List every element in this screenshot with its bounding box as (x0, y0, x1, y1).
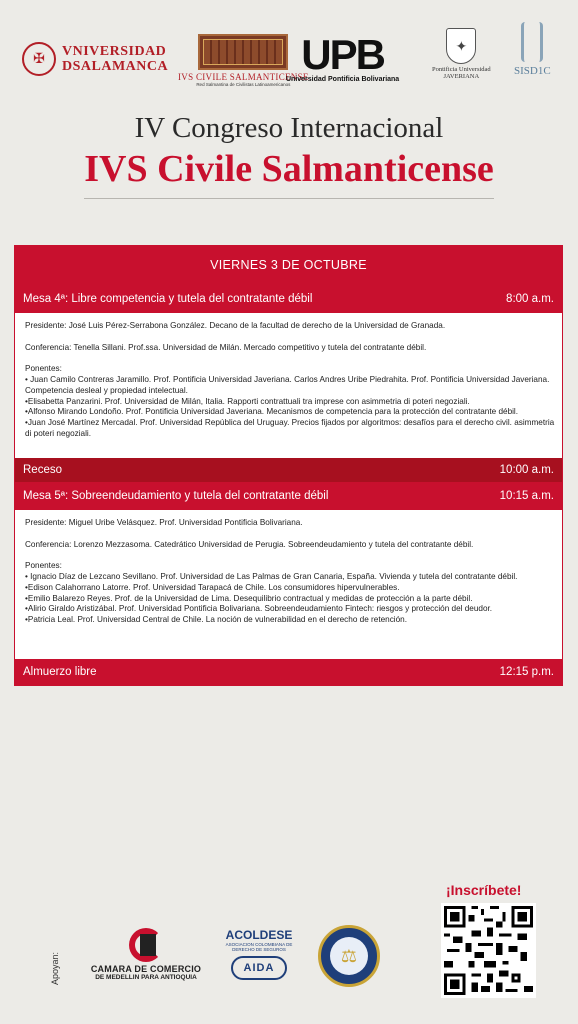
camara-sub: DE MEDELLIN PARA ANTIOQUIA (95, 974, 197, 981)
program-schedule (14, 245, 563, 686)
qr-code-icon (444, 906, 533, 995)
mesa5-ponente: •Patricia Leal. Prof. Universidad Central de Chile. La noción de vulnerabilidad en el derecho de retención. (25, 615, 407, 625)
mesa4-title: Mesa 4ª: Libre competencia y tutela del contratante débil (23, 293, 313, 305)
mesa5-details (25, 518, 555, 626)
mesa4-details (25, 321, 555, 440)
registration-qr-code[interactable] (441, 903, 536, 998)
mesa5-ponentes-label: Ponentes: (25, 561, 62, 571)
camara-comercio-logo (80, 928, 212, 981)
acoldese-logo (222, 928, 296, 980)
mesa4-ponente: •Elisabetta Panzarini. Prof. Universidad de Milán, Italia. Rapporti contrattuali tra imprese con asimmetria di poteri negoziali. (25, 396, 470, 406)
mesa4-conferencia: Conferencia: Tenella Sillani. Prof.ssa. Universidad de Milán. Mercado competitivo y tutela del contratante débil. (25, 342, 427, 352)
ivs-logo-name: IVS CIVILE SALMANTICENSE (178, 72, 309, 82)
mesa4-presidente: Presidente: José Luis Pérez-Serrabona González. Decano de la facultad de derecho de la Universidad de Granada. (25, 321, 446, 330)
mesa5-presidente: Presidente: Miguel Uribe Velásquez. Prof. Universidad Pontificia Bolivariana. (25, 518, 303, 527)
ivs-emblem-icon (198, 34, 288, 70)
ivs-logo-sub: Red Salmantina de Civilistas Latinoamericanos (196, 82, 291, 87)
mesa5-time: 10:15 a.m. (499, 490, 554, 502)
colegio-emblem-icon: ⚖ (330, 937, 368, 975)
mesa5-ponente: •Edison Calahorrano Latorre. Prof. Universidad Tarapacá de Chile. Los consumidores hipervulnerables. (25, 582, 400, 592)
aida-logo: AIDA (231, 956, 287, 980)
javeriana-logo (432, 28, 491, 80)
mesa4-ponente: •Juan José Martínez Mercadal. Prof. Universidad República del Uruguay. Precios fijados por algoritmos: desafíos para el derecho civil. asimmetria di poteri negoziali. (25, 418, 555, 438)
camara-comercio-icon (129, 928, 163, 962)
usal-text-line2: DSALAMANCA (62, 59, 169, 74)
sisdic-column-icon (521, 22, 543, 62)
javeriana-shield-icon: ✦ (446, 28, 476, 64)
javeriana-line2: JAVERIANA (443, 73, 480, 80)
upb-letters: UPB (301, 31, 384, 78)
salamanca-seal-icon: ✠ (22, 42, 56, 76)
mesa4-header (15, 285, 562, 313)
upb-logo (286, 31, 400, 83)
javeriana-line1: Pontificia Universidad (432, 66, 491, 73)
mesa4-ponentes-label: Ponentes: (25, 364, 62, 374)
upb-subtitle: Universidad Pontificia Bolivariana (286, 76, 400, 83)
mesa5-ponente: •Emilio Balarezo Reyes. Prof. de la Universidad de Lima. Desequilibrio contractual y medidas de protección a la parte débil. (25, 593, 473, 603)
congress-subtitle: IVS Civile Salmanticense (84, 148, 494, 190)
register-label: ¡Inscríbete! (446, 882, 522, 898)
mesa4-ponente: • Juan Camilo Contreras Jaramillo. Prof. Pontificia Universidad Javeriana. Carlos Andres Uribe Piedrahita. Prof. Pontificia Universidad Javeriana. Competencia desleal y propiedad intelectual. (25, 374, 550, 395)
receso-time: 10:00 a.m. (499, 464, 554, 476)
sisdic-text: SISD1C (514, 65, 551, 77)
acoldese-sub: ASOCIACION COLOMBIANA DE DERECHO DE SEGUROS (225, 942, 293, 952)
acoldese-name: ACOLDESE (225, 928, 293, 942)
almuerzo-label: Almuerzo libre (23, 666, 97, 678)
mesa5-conferencia: Conferencia: Lorenzo Mezzasoma. Catedrático Universidad de Perugia. Sobreendeudamiento y tutela del contratante débil. (25, 539, 474, 549)
mesa4-ponente: •Alfonso Mirando Londoño. Prof. Pontificia Universidad Javeriana. Mecanismos de competencia para la protección del contratante débil. (25, 407, 519, 417)
mesa4-time: 8:00 a.m. (506, 293, 554, 305)
sponsor-logos-header (0, 22, 578, 92)
usal-text-line1: VNIVERSIDAD (62, 44, 167, 59)
day-header: VIERNES 3 DE OCTUBRE (15, 246, 562, 285)
receso-label: Receso (23, 464, 62, 476)
almuerzo-bar (15, 659, 562, 685)
congress-title: IV Congreso Internacional (134, 112, 444, 144)
apoyan-label: Apoyan: (50, 951, 60, 985)
title-divider (84, 198, 494, 199)
camara-name: CAMARA DE COMERCIO (90, 964, 202, 974)
mesa5-header (15, 482, 562, 510)
sisdic-logo (514, 22, 551, 77)
universidad-salamanca-logo (22, 42, 168, 76)
almuerzo-time: 12:15 p.m. (499, 666, 554, 678)
mesa5-title: Mesa 5ª: Sobreendeudamiento y tutela del contratante débil (23, 490, 329, 502)
mesa5-ponente: • Ignacio Díaz de Lezcano Sevillano. Prof. Universidad de Las Palmas de Gran Canaria, España. Vivienda y tutela del contratante débil. (25, 571, 518, 581)
receso-bar (15, 458, 562, 482)
mesa5-ponente: •Alirio Giraldo Aristizábal. Prof. Universidad Pontificia Bolivariana. Sobreendeudamiento Fintech: riesgos y protección del deudor. (25, 604, 493, 614)
colegio-abogados-seal (318, 925, 380, 987)
